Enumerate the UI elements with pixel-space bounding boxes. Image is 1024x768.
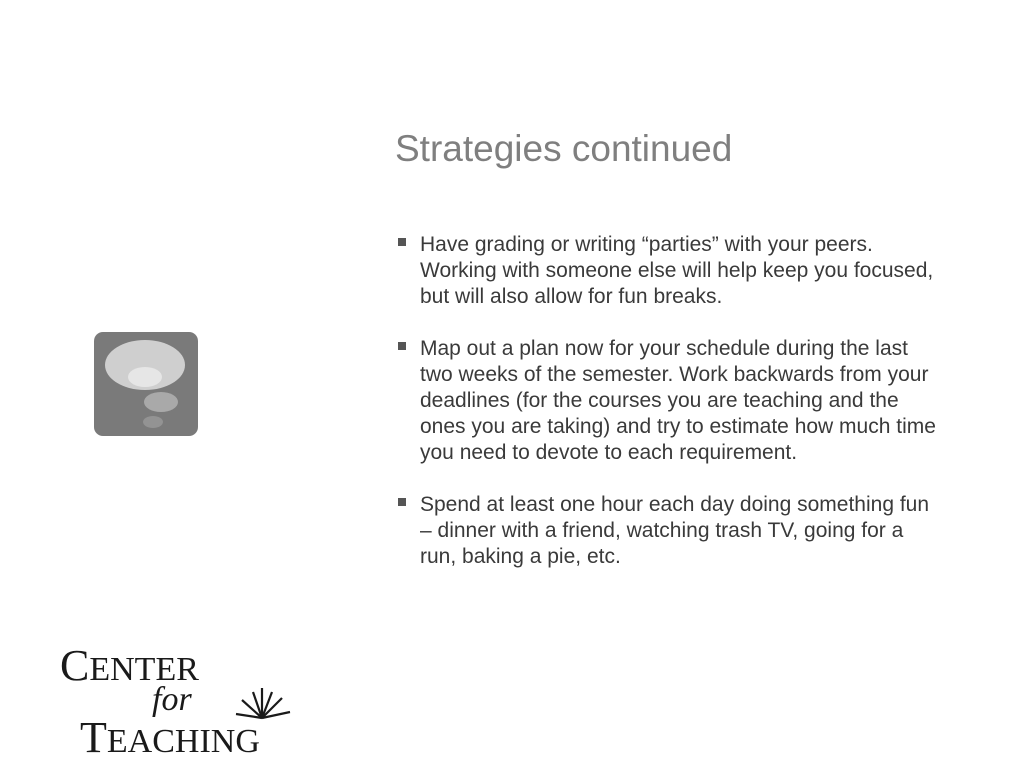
- thought-bubble-graphic: [94, 332, 198, 436]
- logo-teaching-text: TEACHING: [80, 713, 260, 760]
- small-bubble: [143, 416, 163, 428]
- logo-graphic: [58, 640, 358, 760]
- logo-center-text: CENTER: [60, 641, 199, 690]
- logo-sunburst: [236, 688, 290, 718]
- thought-bubble-icon: [94, 332, 198, 436]
- slide-title: Strategies continued: [395, 128, 733, 169]
- square-bullet-icon: [398, 342, 406, 350]
- square-bullet-icon: [398, 498, 406, 506]
- bullet-text: Spend at least one hour each day doing something fun – dinner with a friend, watching trash TV, going for a run, baking a pie, etc.: [420, 493, 930, 568]
- bullet-item: [396, 492, 936, 570]
- logo-for-text: for: [152, 681, 192, 718]
- bullet-text: Map out a plan now for your schedule during the last two weeks of the semester. Work backwards from your deadlines (for the courses you are teaching and the ones you are taking) and try to estimate how much time you need to devote to each requirement.: [420, 337, 936, 464]
- square-bullet-icon: [398, 238, 406, 246]
- bullet-text: Have grading or writing “parties” with your peers. Working with someone else will help keep you focused, but will also allow for fun breaks.: [420, 233, 934, 308]
- bullet-list: [396, 232, 936, 596]
- medium-bubble: [144, 392, 178, 412]
- bullet-item: [396, 336, 936, 466]
- bubble-highlight: [128, 367, 162, 387]
- bullet-item: [396, 232, 936, 310]
- center-for-teaching-logo: [58, 640, 358, 760]
